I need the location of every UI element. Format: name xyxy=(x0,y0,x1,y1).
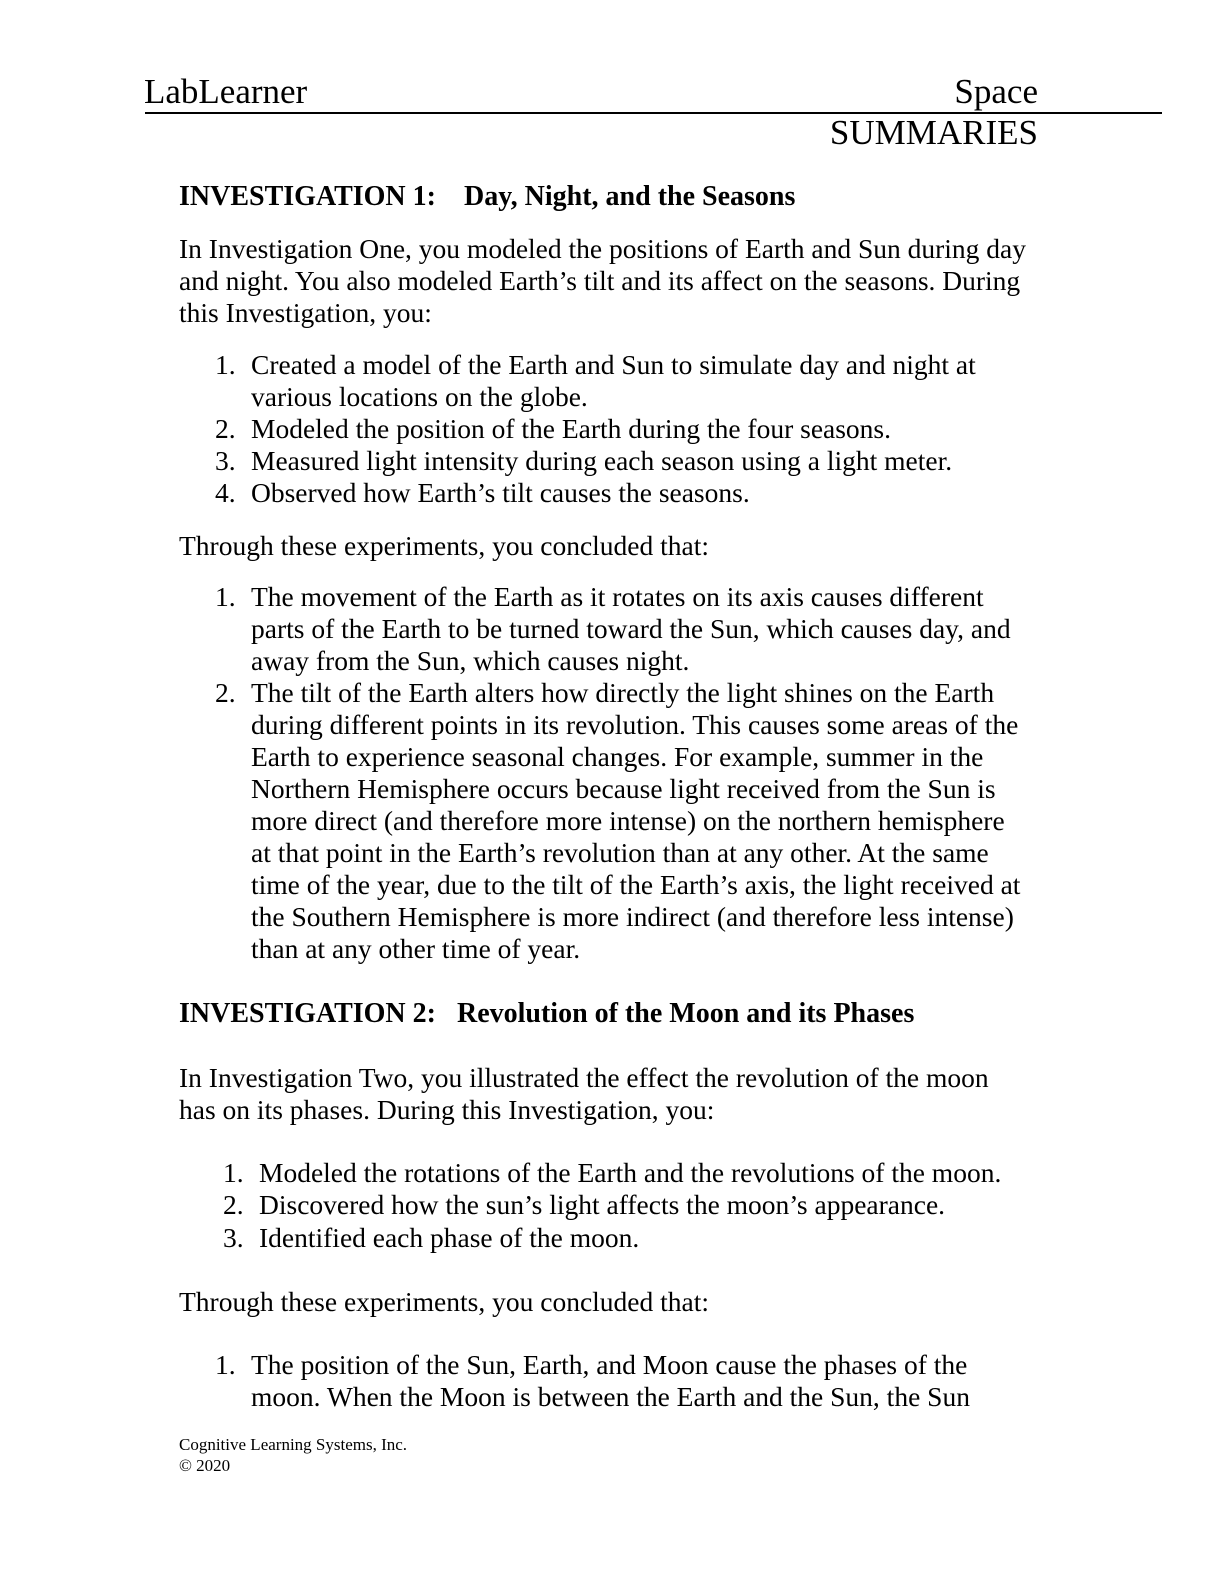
list-number: 3. xyxy=(223,1222,244,1253)
list-item: than at any other time of year. xyxy=(251,933,581,964)
list-number: 4. xyxy=(215,477,236,508)
list-item: during different points in its revolution. This causes some areas of the xyxy=(251,709,1019,740)
list-item: The tilt of the Earth alters how directly the light shines on the Earth xyxy=(251,677,995,708)
header-brand: LabLearner xyxy=(144,72,308,111)
investigation-1-conclusion-intro: Through these experiments, you concluded that: xyxy=(179,530,709,561)
list-item: various locations on the globe. xyxy=(251,381,588,412)
list-item: The movement of the Earth as it rotates on its axis causes different xyxy=(251,581,984,612)
list-item: Earth to experience seasonal changes. For example, summer in the xyxy=(251,741,984,772)
list-number: 2. xyxy=(215,413,236,444)
footer-company: Cognitive Learning Systems, Inc. xyxy=(179,1435,408,1454)
investigation-2-intro-line: has on its phases. During this Investigation, you: xyxy=(179,1094,715,1125)
investigation-1-title: Day, Night, and the Seasons xyxy=(463,181,796,212)
page-title: SUMMARIES xyxy=(829,113,1038,152)
list-number: 1. xyxy=(223,1157,244,1188)
investigation-2-number: INVESTIGATION 2: xyxy=(179,998,436,1029)
list-item: Northern Hemisphere occurs because light received from the Sun is xyxy=(251,773,996,804)
investigation-2-conclusion-intro: Through these experiments, you concluded that: xyxy=(179,1286,709,1317)
list-item: Observed how Earth’s tilt causes the seasons. xyxy=(251,477,750,508)
investigation-1-intro-line: this Investigation, you: xyxy=(179,297,432,328)
list-number: 2. xyxy=(223,1189,244,1220)
list-item: parts of the Earth to be turned toward the Sun, which causes day, and xyxy=(251,613,1011,644)
list-number: 1. xyxy=(215,1349,236,1380)
investigation-1-intro-line: In Investigation One, you modeled the positions of Earth and Sun during day xyxy=(179,233,1027,264)
list-number: 1. xyxy=(215,581,236,612)
list-item: Identified each phase of the moon. xyxy=(259,1222,640,1253)
investigation-2-title: Revolution of the Moon and its Phases xyxy=(456,998,915,1029)
list-item: away from the Sun, which causes night. xyxy=(251,645,690,676)
header-subject: Space xyxy=(954,72,1038,111)
list-item: The position of the Sun, Earth, and Moon cause the phases of the xyxy=(251,1349,968,1380)
list-item: moon. When the Moon is between the Earth and the Sun, the Sun xyxy=(251,1381,970,1412)
list-number: 3. xyxy=(215,445,236,476)
investigation-1-intro-line: and night. You also modeled Earth’s tilt and its affect on the seasons. During xyxy=(179,265,1021,296)
list-number: 1. xyxy=(215,349,236,380)
list-item: Created a model of the Earth and Sun to simulate day and night at xyxy=(251,349,976,380)
list-item: the Southern Hemisphere is more indirect (and therefore less intense) xyxy=(251,901,1014,932)
list-item: more direct (and therefore more intense) on the northern hemisphere xyxy=(251,805,1005,836)
list-item: Measured light intensity during each season using a light meter. xyxy=(251,445,953,476)
list-item: Discovered how the sun’s light affects the moon’s appearance. xyxy=(259,1189,946,1220)
investigation-1-heading xyxy=(179,181,795,213)
list-item: Modeled the position of the Earth during the four seasons. xyxy=(251,413,892,444)
list-item: Modeled the rotations of the Earth and the revolutions of the moon. xyxy=(259,1157,1002,1188)
investigation-2-intro-line: In Investigation Two, you illustrated the effect the revolution of the moon xyxy=(179,1062,989,1093)
list-item: time of the year, due to the tilt of the Earth’s axis, the light received at xyxy=(251,869,1021,900)
list-number: 2. xyxy=(215,677,236,708)
investigation-1-number: INVESTIGATION 1: xyxy=(179,181,436,212)
footer-copyright: © 2020 xyxy=(179,1456,231,1475)
investigation-2-heading xyxy=(179,998,914,1030)
list-item: at that point in the Earth’s revolution than at any other. At the same xyxy=(251,837,989,868)
